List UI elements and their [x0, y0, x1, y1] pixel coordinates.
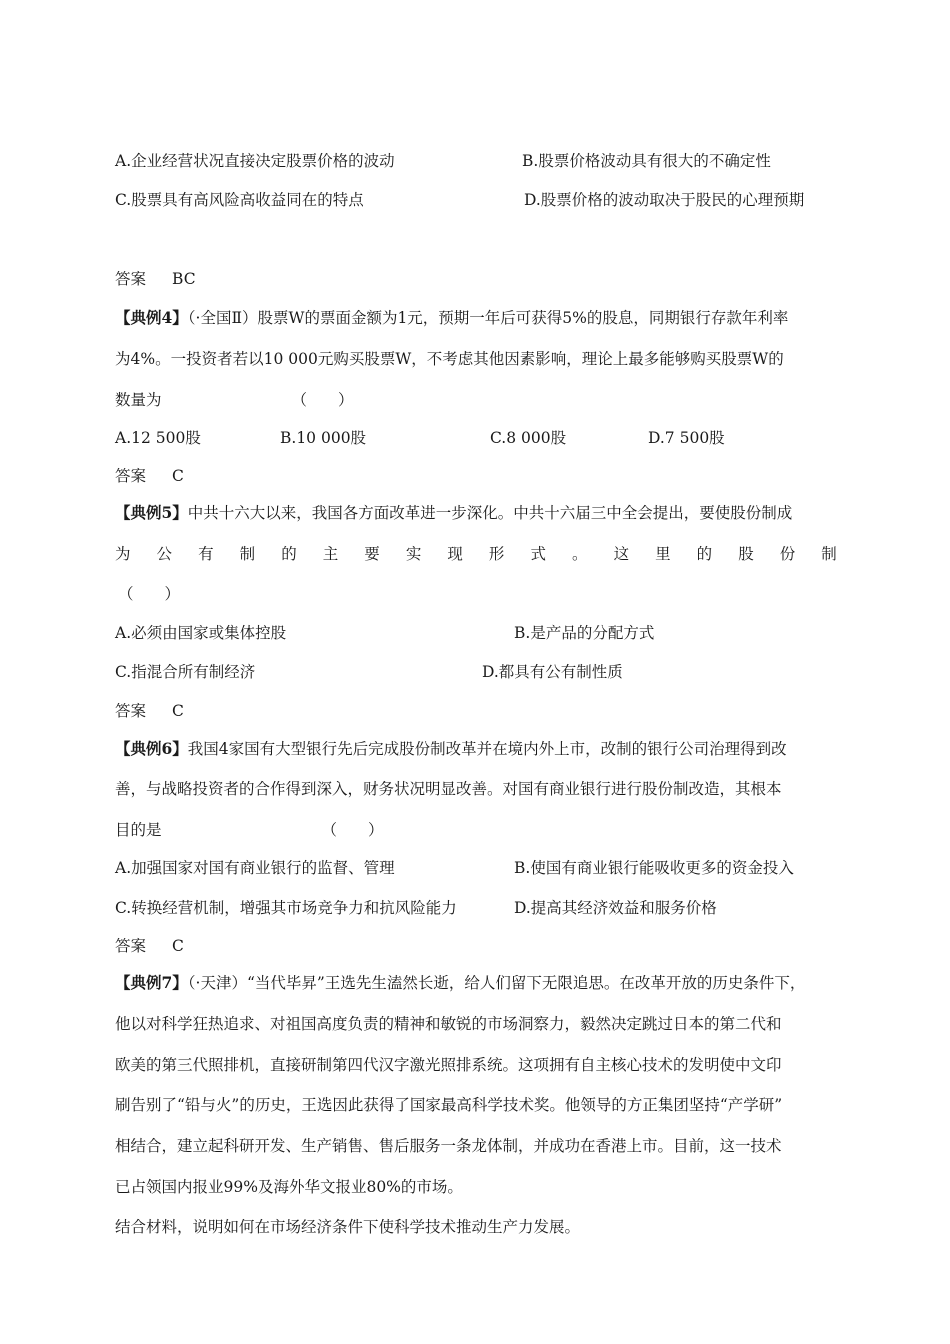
- answer-paren: （ ）: [321, 821, 384, 839]
- q7-line-1: 【典例7】（·天津）“当代毕昇”王选先生溘然长逝，给人们留下无限追思。在改革开放的历史条件下，: [115, 973, 806, 992]
- q6-answer: [115, 935, 184, 957]
- q4-line-2: 为4%。一投资者若以10 000元购买股票W，不考虑其他因素影响，理论上最多能够购买股票W的: [115, 350, 784, 368]
- q7-line-3: 欧美的第三代照排机，直接研制第四代汉字激光照排系统。这项拥有自主核心技术的发明使中文印: [115, 1056, 782, 1074]
- q3-option-a: A.企业经营状况直接决定股票价格的波动: [115, 152, 395, 170]
- q3-option-b: B.股票价格波动具有很大的不确定性: [522, 152, 771, 170]
- answer-value: C: [172, 702, 184, 720]
- q4-line-1: 【典例4】（·全国Ⅱ）股票W的票面金额为1元，预期一年后可获得5%的股息，同期银行存款年利率: [115, 308, 789, 327]
- q7-line-2: 他以对科学狂热追求、对祖国高度负责的精神和敏锐的市场洞察力，毅然决定跳过日本的第二代和: [115, 1015, 782, 1033]
- q6-line-2: 善，与战略投资者的合作得到深入，财务状况明显改善。对国有商业银行进行股份制改造，其根本: [115, 780, 782, 798]
- q4-line-3: 数量为 （ ）: [115, 391, 354, 409]
- q5-option-c: C.指混合所有制经济: [115, 663, 256, 681]
- q3-option-d: D.股票价格的波动取决于股民的心理预期: [524, 191, 805, 209]
- answer-label: 答案: [115, 937, 147, 955]
- q6-line-1: 【典例6】我国4家国有大型银行先后完成股份制改革并在境内外上市，改制的银行公司治理得到改: [115, 739, 787, 758]
- answer-label: 答案: [115, 702, 147, 720]
- q6-option-c: C.转换经营机制，增强其市场竞争力和抗风险能力: [115, 899, 457, 917]
- q6-tag: 【典例6】: [115, 739, 188, 758]
- q4-option-a: A.12 500股: [115, 429, 201, 447]
- q4-option-d: D.7 500股: [648, 429, 725, 447]
- answer-label: 答案: [115, 467, 147, 485]
- q5-option-a: A.必须由国家或集体控股: [115, 624, 287, 642]
- q4-option-b: B.10 000股: [280, 429, 367, 447]
- q7-line-6: 已占领国内报业99%及海外华文报业80%的市场。: [115, 1178, 463, 1196]
- answer-value: C: [172, 467, 184, 485]
- answer-paren: （ ）: [291, 391, 354, 409]
- answer-paren: （ ）: [118, 585, 181, 603]
- q7-tag: 【典例7】: [115, 973, 188, 992]
- q5-line-2: 为 公 有 制 的 主 要 实 现 形 式 。 这 里 的 股 份 制: [115, 545, 837, 563]
- q5-answer: [115, 700, 184, 722]
- q4-tag: 【典例4】: [115, 308, 188, 327]
- q3-option-c: C.股票具有高风险高收益同在的特点: [115, 191, 364, 209]
- q5-tag: 【典例5】: [115, 503, 188, 522]
- answer-value: C: [172, 937, 184, 955]
- q7-line-4: 刷告别了“铅与火”的历史，王选因此获得了国家最高科学技术奖。他领导的方正集团坚持“产学研”: [115, 1096, 783, 1114]
- q4-option-c: C.8 000股: [490, 429, 567, 447]
- q4-answer: [115, 465, 184, 487]
- q3-answer: [115, 268, 196, 290]
- q6-line-3: 目的是 （ ）: [115, 821, 384, 839]
- answer-value: BC: [172, 270, 196, 288]
- q5-option-d: D.都具有公有制性质: [482, 663, 623, 681]
- q6-option-a: A.加强国家对国有商业银行的监督、管理: [115, 859, 395, 877]
- q7-question: 结合材料，说明如何在市场经济条件下使科学技术推动生产力发展。: [115, 1218, 581, 1236]
- q6-option-b: B.使国有商业银行能吸收更多的资金投入: [514, 859, 794, 877]
- q7-line-5: 相结合，建立起科研开发、生产销售、售后服务一条龙体制，并成功在香港上市。目前，这一技术: [115, 1137, 782, 1155]
- q5-option-b: B.是产品的分配方式: [514, 624, 655, 642]
- q5-line-1: 【典例5】中共十六大以来，我国各方面改革进一步深化。中共十六届三中全会提出，要使股份制成: [115, 503, 793, 522]
- q6-option-d: D.提高其经济效益和服务价格: [514, 899, 717, 917]
- answer-label: 答案: [115, 270, 147, 288]
